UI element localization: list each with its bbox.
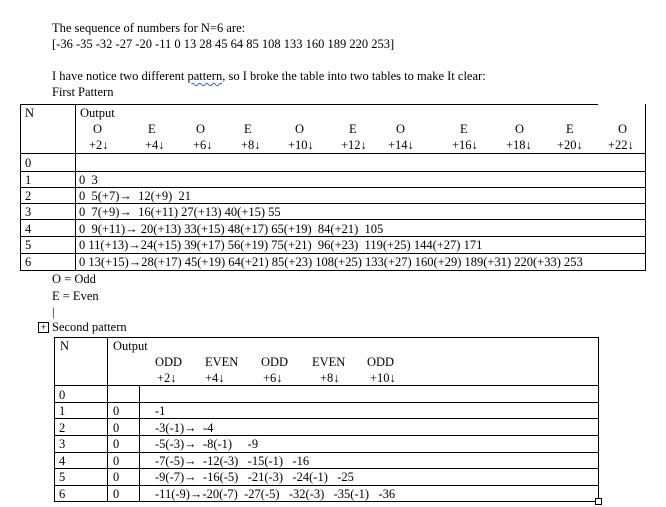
table1-output-row: 0 5(+7)→ 12(+9) 21	[79, 189, 191, 203]
table1-n: 5	[25, 238, 32, 252]
table1-n: 0	[25, 156, 32, 170]
table1-output-row: 0 7(+9)→ 16(+11) 27(+13) 40(+15) 55	[79, 205, 281, 219]
table1-step: +2↓	[89, 138, 109, 152]
table1-step: +12↓	[341, 138, 367, 152]
table1-step: +6↓	[193, 138, 213, 152]
table1-parity: O	[515, 122, 525, 136]
first-pattern-label: First Pattern	[52, 85, 114, 99]
intro-line-1: The sequence of numbers for N=6 are:	[52, 21, 246, 35]
table2-zero: 0	[113, 404, 120, 418]
table1-parity: O	[196, 122, 206, 136]
table2-output-row: -9(-7)→ -16(-5) -21(-3) -24(-1) -25	[155, 470, 354, 484]
intro-text: , so I broke the table into two tables to make It clear:	[222, 69, 486, 83]
table2-output-row: -7(-5)→ -12(-3) -15(-1) -16	[155, 454, 310, 468]
table1-step: +4↓	[145, 138, 165, 152]
table1-parity: O	[396, 122, 406, 136]
table2-parity: EVEN	[205, 355, 239, 369]
table1-output-row: 0 13(+15)→28(+17) 45(+19) 64(+21) 85(+23) 108(+25) 133(+27) 160(+29) 189(+31) 220(+33) 253	[79, 255, 583, 269]
table2-n: 1	[59, 404, 66, 418]
table1-step: +14↓	[388, 138, 414, 152]
table2-step: +8↓	[320, 371, 340, 385]
table1-n: 4	[25, 222, 32, 236]
table2-step: +10↓	[370, 371, 396, 385]
table1-output-row: 0 3	[79, 173, 98, 187]
table1-parity: E	[349, 122, 357, 136]
table2-zero: 0	[113, 454, 120, 468]
table1-n: 3	[25, 205, 32, 219]
table2-header-n: N	[60, 339, 70, 353]
second-pattern-label: Second pattern	[52, 320, 127, 334]
expand-table-icon[interactable]: +	[38, 322, 49, 333]
table2-parity: ODD	[155, 355, 183, 369]
table2-n: 0	[59, 388, 66, 402]
table2-output-row: -5(-3)→ -8(-1) -9	[155, 437, 259, 451]
table1-step: +18↓	[506, 138, 532, 152]
legend-odd: O = Odd	[52, 272, 96, 286]
table2-n: 4	[59, 454, 66, 468]
misspelled-word: pattern	[187, 69, 223, 83]
table2-n: 5	[59, 470, 66, 484]
table2-parity: ODD	[261, 355, 289, 369]
table2-zero: 0	[113, 487, 120, 501]
table1-parity: O	[618, 122, 628, 136]
table-resize-handle[interactable]	[595, 498, 602, 505]
table2-parity: EVEN	[312, 355, 346, 369]
table1-parity: E	[566, 122, 574, 136]
table1-parity: E	[460, 122, 468, 136]
table1-n: 6	[25, 255, 32, 269]
table1-step: +10↓	[288, 138, 314, 152]
table1-parity: O	[93, 122, 103, 136]
table1-step: +22↓	[608, 138, 634, 152]
table2-zero: 0	[113, 437, 120, 451]
table2-parity: ODD	[367, 355, 395, 369]
table2-step: +2↓	[157, 371, 177, 385]
table2-n: 6	[59, 487, 66, 501]
table1-header-n: N	[25, 106, 35, 120]
table2-output-row: -3(-1)→ -4	[155, 421, 214, 435]
intro-text: I have notice two different	[52, 69, 188, 83]
table1-parity: E	[244, 122, 252, 136]
table1-parity: O	[295, 122, 305, 136]
table2-output-row: -1	[155, 404, 166, 418]
table2-zero: 0	[113, 470, 120, 484]
table1-n: 1	[25, 173, 32, 187]
table2-zero: 0	[113, 421, 120, 435]
table2-n: 3	[59, 437, 66, 451]
table2-step: +4↓	[205, 371, 225, 385]
table1-parity: E	[148, 122, 156, 136]
table1-step: +8↓	[241, 138, 261, 152]
text-cursor: |	[52, 305, 55, 319]
table2-step: +6↓	[263, 371, 283, 385]
table1-n: 2	[25, 189, 32, 203]
intro-line-3	[52, 69, 486, 84]
table1-output-row: 0 11(+13)→24(+15) 39(+17) 56(+19) 75(+21) 96(+23) 119(+25) 144(+27) 171	[79, 238, 483, 252]
table1-step: +20↓	[557, 138, 583, 152]
table1-step: +16↓	[452, 138, 478, 152]
table2-header-output: Output	[113, 339, 148, 353]
table2-n: 2	[59, 421, 66, 435]
table2-output-row: -11(-9)→-20(-7) -27(-5) -32(-3) -35(-1) -36	[155, 487, 396, 501]
table1-output-row: 0 9(+11)→ 20(+13) 33(+15) 48(+17) 65(+19) 84(+21) 105	[79, 222, 384, 236]
intro-sequence: [-36 -35 -32 -27 -20 -11 0 13 28 45 64 85 108 133 160 189 220 253]	[52, 37, 395, 51]
legend-even: E = Even	[52, 289, 99, 303]
table1-header-output: Output	[80, 106, 115, 120]
